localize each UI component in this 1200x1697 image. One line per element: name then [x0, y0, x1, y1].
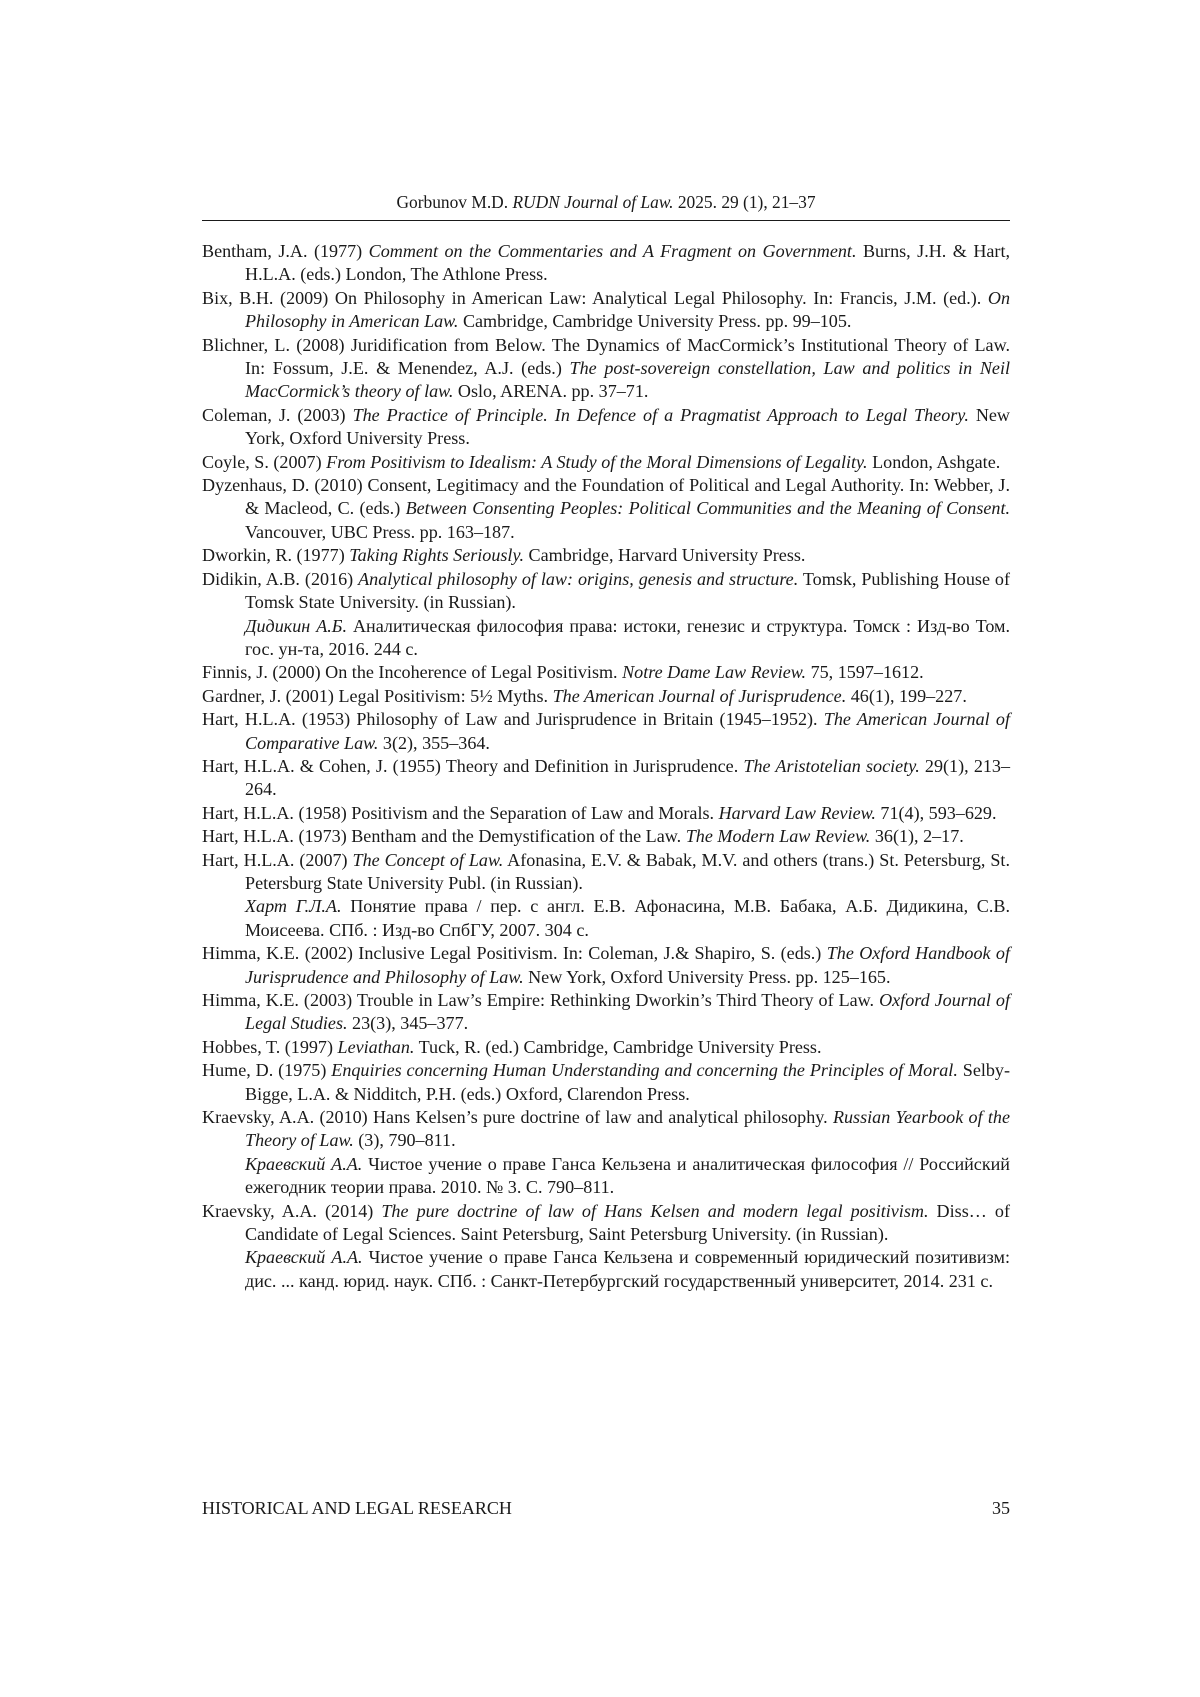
reference-russian-original	[202, 895, 1010, 942]
reference-details: New York, Oxford University Press. pp. 125–165.	[524, 967, 891, 987]
reference-russian-text: Чистое учение о праве Ганса Кельзена и аналитическая философия // Российский ежегодник теории права. 2010. № 3. С. 790–811.	[245, 1154, 1010, 1197]
reference-details: Tomsk, Publishing House of Tomsk State University. (in Russian).	[245, 569, 1010, 612]
reference-title: Leviathan.	[338, 1037, 415, 1057]
reference-details: 71(4), 593–629.	[876, 803, 997, 823]
reference-entry	[202, 802, 1010, 825]
reference-text: Dyzenhaus, D. (2010) Consent, Legitimacy and the Foundation of Political and Legal Authority. In: Webber, J. & Macleod, C. (eds.)	[202, 475, 1010, 518]
reference-title: The American Journal of Comparative Law.	[245, 709, 1010, 752]
reference-title: The pure doctrine of law of Hans Kelsen and modern legal positivism.	[381, 1201, 928, 1221]
reference-text: Himma, K.E. (2003) Trouble in Law’s Empire: Rethinking Dworkin’s Third Theory of Law.	[202, 990, 879, 1010]
reference-title: Harvard Law Review.	[719, 803, 876, 823]
reference-details: (3), 790–811.	[354, 1130, 456, 1150]
reference-title: On Philosophy in American Law.	[245, 288, 1010, 331]
reference-title: Enquiries concerning Human Understanding and concerning the Principles of Moral.	[331, 1060, 958, 1080]
reference-details: 29(1), 213–264.	[245, 756, 1010, 799]
reference-details: Cambridge, Cambridge University Press. pp. 99–105.	[458, 311, 851, 331]
reference-entry	[202, 989, 1010, 1036]
reference-russian-text: Аналитическая философия права: истоки, генезис и структура. Томск : Изд-во Том. гос. ун-та, 2016. 244 с.	[245, 616, 1010, 659]
reference-entry	[202, 544, 1010, 567]
reference-russian-original	[202, 1153, 1010, 1200]
reference-entry	[202, 474, 1010, 544]
reference-text: Hart, H.L.A. (1953) Philosophy of Law and Jurisprudence in Britain (1945–1952).	[202, 709, 824, 729]
header-author: Gorbunov M.D.	[396, 192, 508, 212]
reference-entry	[202, 334, 1010, 404]
reference-text: Hart, H.L.A. (2007)	[202, 850, 353, 870]
reference-text: Didikin, A.B. (2016)	[202, 569, 358, 589]
reference-entry	[202, 825, 1010, 848]
reference-entry	[202, 451, 1010, 474]
reference-details: Vancouver, UBC Press. pp. 163–187.	[245, 522, 515, 542]
reference-text: Hume, D. (1975)	[202, 1060, 331, 1080]
reference-entry	[202, 1036, 1010, 1059]
reference-title: The Practice of Principle. In Defence of a Pragmatist Approach to Legal Theory.	[353, 405, 969, 425]
reference-entry	[202, 404, 1010, 451]
reference-entry	[202, 1106, 1010, 1153]
header-rule	[202, 220, 1010, 221]
reference-details: 75, 1597–1612.	[806, 662, 924, 682]
reference-title: Comment on the Commentaries and A Fragment on Government.	[369, 241, 857, 261]
reference-text: Coleman, J. (2003)	[202, 405, 353, 425]
reference-text: Kraevsky, A.A. (2010) Hans Kelsen’s pure doctrine of law and analytical philosophy.	[202, 1107, 833, 1127]
reference-text: Finnis, J. (2000) On the Incoherence of Legal Positivism.	[202, 662, 622, 682]
reference-text: Bix, B.H. (2009) On Philosophy in American Law: Analytical Legal Philosophy. In: Francis, J.M. (ed.).	[202, 288, 988, 308]
reference-entry	[202, 685, 1010, 708]
reference-title: The Aristotelian society.	[743, 756, 919, 776]
reference-title: Taking Rights Seriously.	[349, 545, 524, 565]
reference-title: Between Consenting Peoples: Political Communities and the Meaning of Consent.	[406, 498, 1010, 518]
reference-details: Oslo, ARENA. pp. 37–71.	[453, 381, 648, 401]
reference-details: 3(2), 355–364.	[378, 733, 490, 753]
reference-text: Himma, K.E. (2002) Inclusive Legal Positivism. In: Coleman, J.& Shapiro, S. (eds.)	[202, 943, 827, 963]
reference-text: Kraevsky, A.A. (2014)	[202, 1201, 381, 1221]
reference-text: Hart, H.L.A. & Cohen, J. (1955) Theory and Definition in Jurisprudence.	[202, 756, 743, 776]
reference-details: Selby-Bigge, L.A. & Nidditch, P.H. (eds.) Oxford, Clarendon Press.	[245, 1060, 1010, 1103]
reference-russian-author: Дидикин А.Б.	[245, 616, 347, 636]
reference-text: Coyle, S. (2007)	[202, 452, 326, 472]
reference-russian-author: Краевский А.А.	[245, 1247, 363, 1267]
reference-title: Oxford Journal of Legal Studies.	[245, 990, 1010, 1033]
reference-text: Blichner, L. (2008) Juridification from Below. The Dynamics of MacCormick’s Institutional Theory of Law. In: Fossum, J.E. & Menendez, A.J. (eds.)	[202, 335, 1010, 378]
reference-details: New York, Oxford University Press.	[245, 405, 1010, 448]
reference-russian-text: Понятие права / пер. с англ. Е.В. Афонасина, М.В. Бабака, А.Б. Дидикина, С.В. Моисеева. СПб. : Изд-во СпбГУ, 2007. 304 с.	[245, 896, 1010, 939]
reference-details: Burns, J.H. & Hart, H.L.A. (eds.) London, The Athlone Press.	[245, 241, 1010, 284]
header-issue: 2025. 29 (1), 21–37	[678, 192, 816, 212]
reference-entry	[202, 849, 1010, 896]
reference-russian-author: Краевский А.А.	[245, 1154, 362, 1174]
reference-details: 46(1), 199–227.	[846, 686, 967, 706]
reference-text: Hobbes, T. (1997)	[202, 1037, 338, 1057]
reference-entry	[202, 708, 1010, 755]
reference-title: The American Journal of Jurisprudence.	[553, 686, 847, 706]
footer-section: HISTORICAL AND LEGAL RESEARCH	[202, 1496, 512, 1520]
reference-details: Tuck, R. (ed.) Cambridge, Cambridge University Press.	[414, 1037, 821, 1057]
reference-title: Russian Yearbook of the Theory of Law.	[245, 1107, 1010, 1150]
reference-details: Diss… of Candidate of Legal Sciences. Saint Petersburg, Saint Petersburg University. (in Russian).	[245, 1201, 1010, 1244]
reference-details: 36(1), 2–17.	[870, 826, 963, 846]
reference-title: From Positivism to Idealism: A Study of the Moral Dimensions of Legality.	[326, 452, 867, 472]
reference-russian-author: Харт Г.Л.А.	[245, 896, 342, 916]
reference-entry	[202, 1200, 1010, 1247]
reference-text: Dworkin, R. (1977)	[202, 545, 349, 565]
reference-russian-original	[202, 615, 1010, 662]
reference-entry	[202, 942, 1010, 989]
reference-title: Analytical philosophy of law: origins, genesis and structure.	[358, 569, 798, 589]
reference-details: London, Ashgate.	[868, 452, 1001, 472]
running-header	[202, 190, 1010, 214]
reference-entry	[202, 568, 1010, 615]
reference-entry	[202, 1059, 1010, 1106]
reference-text: Hart, H.L.A. (1958) Positivism and the Separation of Law and Morals.	[202, 803, 719, 823]
reference-text: Bentham, J.A. (1977)	[202, 241, 369, 261]
reference-details: Afonasina, E.V. & Babak, M.V. and others (trans.) St. Petersburg, St. Petersburg State University Publ. (in Russian).	[245, 850, 1010, 893]
reference-title: The Oxford Handbook of Jurisprudence and Philosophy of Law.	[245, 943, 1010, 986]
reference-russian-original	[202, 1246, 1010, 1293]
reference-text: Hart, H.L.A. (1973) Bentham and the Demystification of the Law.	[202, 826, 686, 846]
reference-title: The Concept of Law.	[353, 850, 504, 870]
reference-list	[202, 240, 1010, 1293]
reference-entry	[202, 755, 1010, 802]
reference-russian-text: Чистое учение о праве Ганса Кельзена и современный юридический позитивизм: дис. ... канд. юрид. наук. СПб. : Санкт-Петербургский государственный университет, 2014. 231 с.	[245, 1247, 1010, 1290]
reference-entry	[202, 287, 1010, 334]
reference-title: The Modern Law Review.	[686, 826, 871, 846]
reference-text: Gardner, J. (2001) Legal Positivism: 5½ Myths.	[202, 686, 553, 706]
reference-details: Cambridge, Harvard University Press.	[524, 545, 805, 565]
reference-details: 23(3), 345–377.	[348, 1013, 469, 1033]
reference-title: Notre Dame Law Review.	[622, 662, 806, 682]
reference-entry	[202, 661, 1010, 684]
page-number: 35	[992, 1496, 1010, 1520]
header-journal: RUDN Journal of Law.	[512, 192, 673, 212]
reference-title: The post-sovereign constellation, Law and politics in Neil MacCormick’s theory of law.	[245, 358, 1010, 401]
reference-entry	[202, 240, 1010, 287]
